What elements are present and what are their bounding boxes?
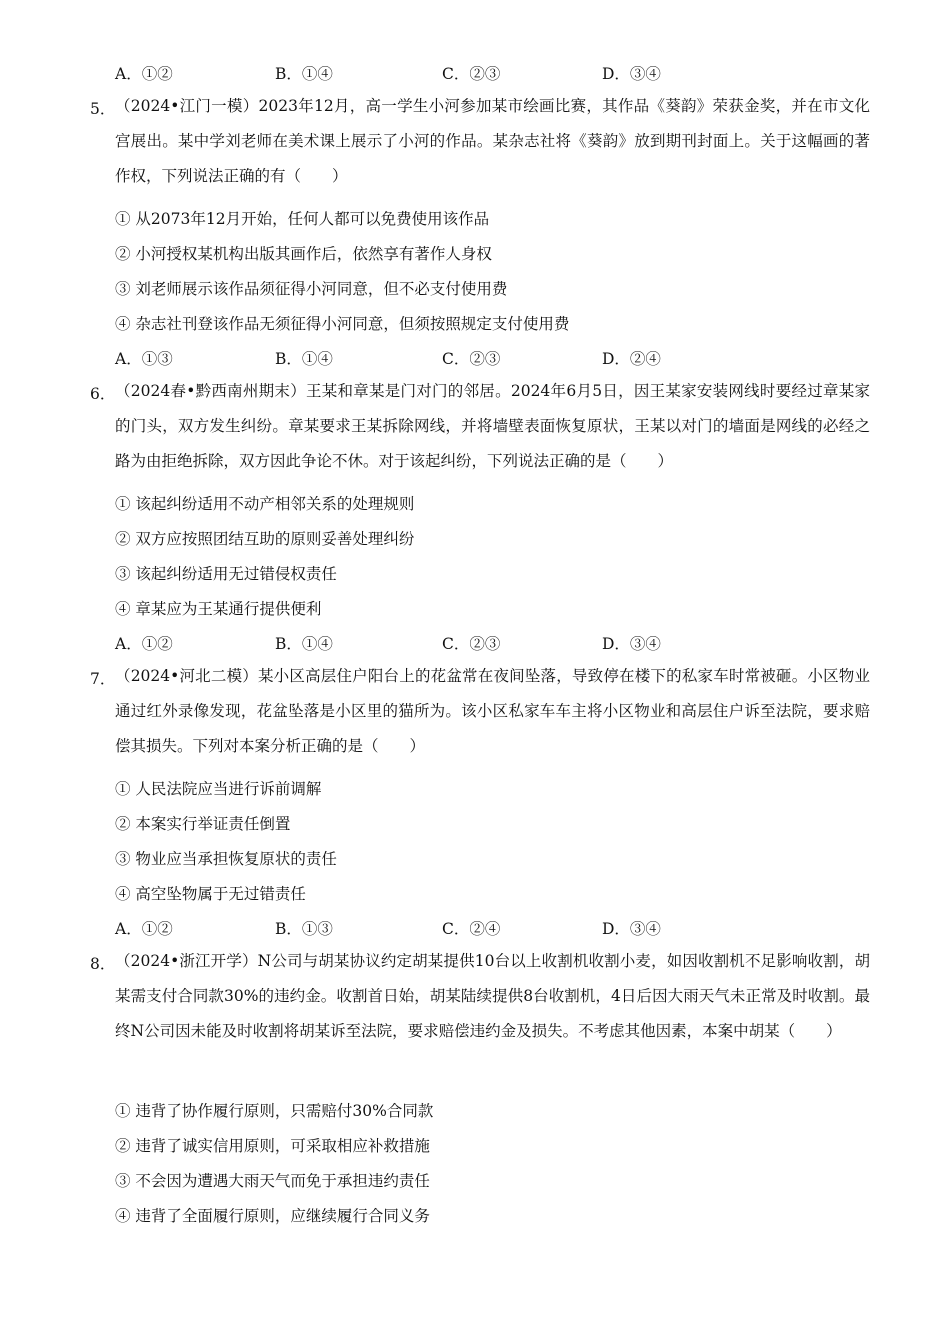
statement-1: ① 从2073年12月开始，任何人都可以免费使用该作品 [115,210,490,228]
options-row-7 [115,917,875,945]
question-number: 7． [90,670,116,688]
question-number: 6． [90,385,116,403]
question-stem: （2024•河北二模）某小区高层住户阳台上的花盆常在夜间坠落，导致停在楼下的私家车时常被砸。小区物业通过红外录像发现，花盆坠落是小区里的猫所为。该小区私家车车主将小区物业和高层住户诉至法院，要求赔偿其损失。下列对本案分析正确的是（ ） [115,667,870,755]
option-b[interactable]: B．①④ [275,65,333,83]
statement-1: ① 人民法院应当进行诉前调解 [115,780,322,798]
option-c[interactable]: C．②④ [442,920,501,938]
option-b[interactable]: B．①④ [275,635,333,653]
option-c[interactable]: C．②③ [442,350,501,368]
option-d[interactable]: D．②④ [602,350,661,368]
option-a[interactable]: A．①② [115,65,173,83]
question-number: 8． [90,955,116,973]
statement-4: ④ 高空坠物属于无过错责任 [115,885,306,903]
option-a[interactable]: A．①② [115,920,173,938]
option-c[interactable]: C．②③ [442,65,501,83]
option-d[interactable]: D．③④ [602,635,661,653]
question-6 [90,374,870,479]
option-b[interactable]: B．①④ [275,350,333,368]
option-d[interactable]: D．③④ [602,920,661,938]
statement-2: ② 双方应按照团结互助的原则妥善处理纠纷 [115,530,415,548]
statement-4: ④ 杂志社刊登该作品无须征得小河同意，但须按照规定支付使用费 [115,315,570,333]
statement-4: ④ 违背了全面履行原则，应继续履行合同义务 [115,1207,430,1225]
option-d[interactable]: D．③④ [602,65,661,83]
question-stem: （2024•浙江开学）N公司与胡某协议约定胡某提供10台以上收割机收割小麦，如因收割机不足影响收割，胡某需支付合同款30%的违约金。收割首日始，胡某陆续提供8台收割机，4日后因大雨天气未正常及时收割。最终N公司因未能及时收割将胡某诉至法院，要求赔偿违约金及损失。不考虑其他因素，本案中胡某（ ） [115,952,870,1040]
statement-3: ③ 不会因为遭遇大雨天气而免于承担违约责任 [115,1172,430,1190]
statement-1: ① 该起纠纷适用不动产相邻关系的处理规则 [115,495,415,513]
option-a[interactable]: A．①③ [115,350,173,368]
question-stem: （2024春•黔西南州期末）王某和章某是门对门的邻居。2024年6月5日，因王某家安装网线时要经过章某家的门头，双方发生纠纷。章某要求王某拆除网线，并将墙壁表面恢复原状，王某以对门的墙面是网线的必经之路为由拒绝拆除，双方因此争论不休。对于该起纠纷，下列说法正确的是（ ） [115,382,870,470]
statement-2: ② 违背了诚实信用原则，可采取相应补救措施 [115,1137,430,1155]
question-7 [90,659,870,764]
option-a[interactable]: A．①② [115,635,173,653]
top-options-row [115,62,875,90]
options-row-5 [115,347,875,375]
statement-4: ④ 章某应为王某通行提供便利 [115,600,322,618]
question-8 [90,944,870,1049]
statement-3: ③ 刘老师展示该作品须征得小河同意，但不必支付使用费 [115,280,508,298]
statement-2: ② 小河授权某机构出版其画作后，依然享有著作人身权 [115,245,492,263]
statement-3: ③ 物业应当承担恢复原状的责任 [115,850,337,868]
statement-2: ② 本案实行举证责任倒置 [115,815,291,833]
question-number: 5． [90,100,116,118]
options-row-6 [115,632,875,660]
option-b[interactable]: B．①③ [275,920,333,938]
option-c[interactable]: C．②③ [442,635,501,653]
question-stem: （2024•江门一模）2023年12月，高一学生小河参加某市绘画比赛，其作品《葵韵》荣获金奖，并在市文化宫展出。某中学刘老师在美术课上展示了小河的作品。某杂志社将《葵韵》放到期刊封面上。关于这幅画的著作权，下列说法正确的有（ ） [115,97,870,185]
statement-1: ① 违背了协作履行原则，只需赔付30%合同款 [115,1102,434,1120]
question-5 [90,89,870,194]
statement-3: ③ 该起纠纷适用无过错侵权责任 [115,565,337,583]
